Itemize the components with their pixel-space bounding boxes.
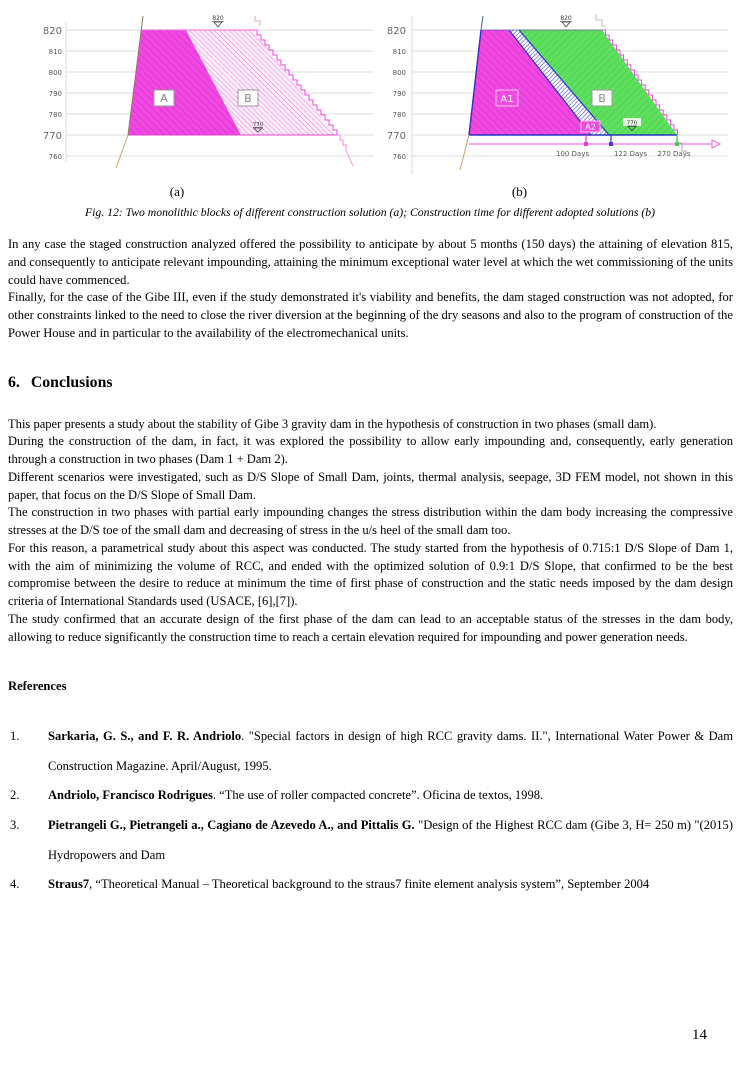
axis-tick: 780 — [392, 111, 406, 119]
svg-text:A: A — [160, 92, 168, 105]
zone-a1-label — [496, 90, 518, 106]
figure-a-dam-blocks — [26, 10, 376, 180]
foundation-line-left-a — [116, 135, 128, 168]
figure-sublabels — [0, 184, 740, 200]
svg-text:B: B — [244, 92, 252, 105]
reference-item — [10, 870, 733, 900]
zone-a-label — [154, 90, 174, 106]
timeline-label: 100 Days — [555, 150, 589, 158]
reference-rest: "Design of the Highest RCC dam (Gibe 3, H= 250 m) "(2015) Hydropowers and Dam — [48, 818, 733, 862]
reference-rest: , “Theoretical Manual – Theoretical background to the straus7 finite element analysis system”, September 2004 — [89, 877, 650, 892]
intro-text-block — [8, 236, 733, 343]
section-title: Conclusions — [30, 373, 113, 391]
axis-tick: 790 — [48, 90, 62, 98]
axis-tick: 770 — [386, 131, 406, 142]
reference-rest: . "Special factors in design of high RCC gravity dams. II.", International Water Power & Dam Construction Magazine. April/August, 1995. — [48, 729, 733, 773]
paragraph: The construction in two phases with partial early impounding changes the stress distribution within the dam body increasing the compressive stresses at the D/S toe of the small dam and decreasing of stress in the u/s heel of the small dam too. — [8, 505, 733, 537]
axis-tick: 810 — [392, 48, 406, 56]
reference-authors: Andriolo, Francisco Rodrigues — [48, 788, 213, 803]
ground-step-top-b — [596, 14, 606, 26]
svg-text:A2: A2 — [585, 122, 596, 132]
y-axis-b — [387, 26, 406, 161]
figure-12-row — [0, 0, 740, 180]
water-level-820-icon — [212, 15, 224, 27]
svg-text:770: 770 — [252, 122, 264, 128]
timeline-arrow-icon — [712, 140, 720, 148]
paragraph: This paper presents a study about the stability of Gibe 3 gravity dam in the hypothesis of construction in two phases (small dam). — [8, 416, 657, 431]
water-level-820-icon — [560, 15, 572, 27]
paragraph: During the construction of the dam, in fact, it was explored the possibility to allow early impounding and, consequently, early generation through a construction in two phases (Dam 1 + Dam 2). — [8, 434, 733, 466]
reference-number: 2. — [10, 788, 20, 803]
svg-text:B: B — [598, 92, 606, 105]
reference-item — [10, 781, 733, 811]
svg-text:820: 820 — [560, 15, 572, 22]
references-heading: References — [8, 679, 67, 694]
reference-number: 3. — [10, 818, 20, 833]
axis-tick: 790 — [392, 90, 406, 98]
axis-tick: 780 — [48, 111, 62, 119]
zone-b-label — [592, 90, 612, 106]
paragraph: Different scenarios were investigated, such as D/S Slope of Small Dam, joints, thermal analysis, seepage, 3D FEM model, not shown in this paper, that focus on the D/S Slope of Small Dam. — [8, 469, 733, 502]
axis-tick: 820 — [386, 26, 406, 37]
reference-rest: . “The use of roller compacted concrete”. Oficina de textos, 1998. — [212, 788, 544, 803]
svg-text:820: 820 — [212, 15, 224, 22]
axis-tick: 770 — [42, 131, 62, 142]
figure-b-sublabel: (b) — [511, 184, 528, 199]
figure-b-construction-time — [376, 10, 731, 180]
paragraph: In any case the staged construction analyzed offered the possibility to anticipate by about 5 months (150 days) the attaining of elevation 815, and consequently to anticipate relevant impounding, attaining the minimum exceptional water level at which the wet commissioning of the units could have commenced. — [8, 237, 733, 287]
reference-number: 1. — [10, 729, 20, 744]
references-list — [10, 722, 733, 900]
foundation-steps-right-a — [337, 135, 346, 150]
figure-a-sublabel: (a) — [169, 184, 185, 199]
svg-text:770: 770 — [626, 120, 638, 127]
reference-text — [48, 781, 733, 811]
reference-authors: Sarkaria, G. S., and F. R. Andriolo — [48, 729, 242, 744]
axis-tick: 810 — [48, 48, 62, 56]
section-number: 6. — [8, 373, 20, 391]
axis-tick: 760 — [392, 153, 406, 161]
timeline-label: 122 Days — [614, 150, 648, 158]
axis-tick: 820 — [42, 26, 62, 37]
paragraph: For this reason, a parametrical study about this aspect was conducted. The study started from the hypothesis of 0.715:1 D/S Slope of Dam 1, with the aim of minimizing the volume of RCC, and ended with the optimized solution of 0.9:1 D/S Slope, that confirmed to be the best compromise between the desire to reduce at minimum the time of first phase of construction and the static needs imposed by the dam design criteria of International Standards used (USACE, [6],[7]). — [8, 540, 733, 608]
reference-authors: Pietrangeli G., Pietrangeli a., Cagiano de Azevedo A., and Pittalis G. — [48, 818, 415, 833]
reference-text — [48, 811, 733, 870]
page-number: 14 — [692, 1027, 707, 1043]
svg-text:A1: A1 — [500, 94, 514, 105]
ground-step-top-a — [255, 16, 260, 26]
figure-caption: Fig. 12: Two monolithic blocks of different construction solution (a); Construction time for different adopted solutions (b) — [85, 206, 655, 219]
reference-item — [10, 811, 733, 870]
reference-text — [48, 722, 733, 781]
timeline-label: 270 Days — [657, 150, 691, 158]
axis-tick: 760 — [48, 153, 62, 161]
paragraph: Finally, for the case of the Gibe III, even if the study demonstrated it's viability and benefits, the dam staged construction was not adopted, for other constraints linked to the need to close the river diversion at the beginning of the dry seasons and also to the program of construction of the Power House and in particular to the availability of the electromechanical units. — [8, 290, 733, 340]
y-axis-a — [43, 26, 62, 161]
zone-a2-label — [581, 121, 600, 132]
zone-b-label — [238, 90, 258, 106]
foundation-line-left-b — [460, 135, 469, 170]
conclusions-text-block — [8, 416, 733, 647]
axis-tick: 800 — [48, 69, 62, 77]
reference-authors: Straus7 — [48, 877, 90, 892]
section-heading-conclusions — [8, 374, 732, 392]
paragraph: The study confirmed that an accurate design of the first phase of the dam can lead to an acceptable status of the stresses in the dam body, allowing to reduce significantly the construction time to reach a certain elevation required for impounding and power generation needs. — [8, 611, 733, 644]
reference-number: 4. — [10, 877, 20, 892]
reference-text — [48, 870, 733, 900]
axis-tick: 800 — [392, 69, 406, 77]
reference-item — [10, 722, 733, 781]
